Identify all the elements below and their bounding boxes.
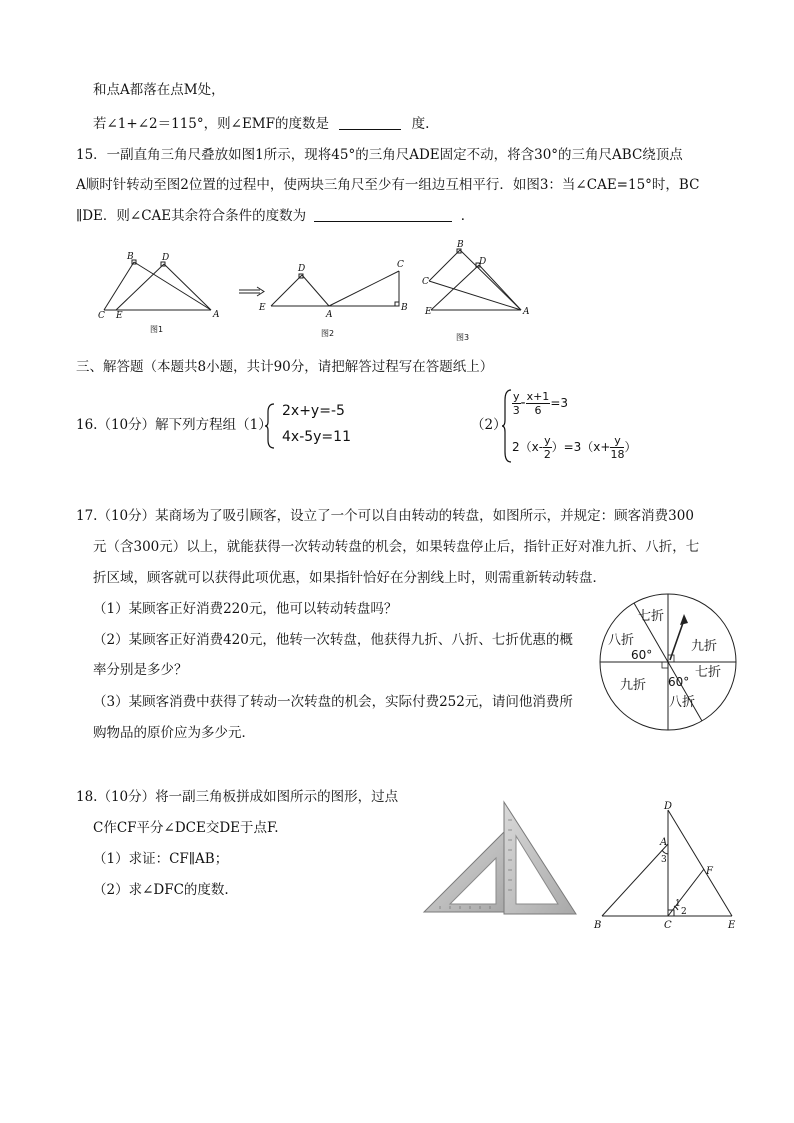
fig3-label-d: D [479, 257, 487, 267]
q18-label-a: A [660, 837, 668, 848]
wheel-seg-bottom-left: 九折 [620, 678, 647, 693]
intro-line-2-unit: 度. [411, 116, 430, 132]
q18-line-2: C作CF平分∠DCE交DE于点F. [93, 820, 279, 836]
fig2-caption: 图2 [321, 329, 335, 338]
wheel-seg-top: 七折 [638, 609, 665, 624]
fig1-label-c: C [98, 311, 105, 321]
q18-sub-2: （2）求∠DFC的度数. [93, 882, 229, 898]
figure-2 [271, 271, 399, 306]
q18-line-1: 18.（10分）将一副三角板拼成如图所示的图形，过点 [76, 789, 399, 805]
q16-brace-1 [264, 402, 276, 450]
eq2b-frac1-num: y [544, 434, 551, 447]
eq2b-post: ） [624, 440, 637, 454]
fig3-label-c: C [422, 277, 429, 287]
eq2a-frac2-num: x+1 [526, 389, 550, 403]
wheel-angle-right: 60° [668, 675, 690, 689]
eq2a-minus: - [520, 395, 526, 411]
eq2a-frac1-num: y [513, 389, 520, 403]
q18-label-1: 1 [675, 899, 681, 909]
intro-line-2 [93, 114, 429, 134]
set-squares-photo [420, 800, 580, 920]
wheel-seg-right-upper: 九折 [691, 639, 718, 654]
fig2-label-a: A [326, 310, 333, 320]
fig1-label-b: B [127, 252, 134, 262]
fig3-label-e: E [425, 307, 432, 317]
wheel-seg-left: 八折 [608, 633, 635, 648]
figure-1 [104, 260, 211, 310]
q16-eq1b: 4x-5y=11 [282, 429, 351, 445]
q18-label-d: D [664, 801, 673, 812]
fig1-caption: 图1 [150, 325, 164, 334]
eq2b-mid: ）=3（x+ [551, 440, 611, 454]
q16-eq2b [512, 432, 636, 462]
q18-label-3: 3 [661, 855, 667, 865]
q17-sub-3b: 购物品的原价应为多少元． [93, 725, 255, 741]
q16-label: 16.（10分）解下列方程组（1） [76, 417, 272, 433]
eq2b-frac2-num: y [610, 434, 624, 448]
q17-sub-2a: （2）某顾客正好消费420元，他转一次转盘，他获得九折、八折、七折优惠的概 [93, 632, 573, 648]
q17-sub-2b: 率分别是多少？ [93, 662, 188, 678]
q18-figure [590, 802, 740, 930]
q17-line-2: 元（含300元）以上，就能获得一次转动转盘的机会，如果转盘停止后，指针正好对准九折、八折，七 [93, 539, 700, 555]
q18-label-f: F [706, 866, 713, 877]
fig3-label-b: B [457, 240, 464, 250]
wheel-seg-right: 七折 [695, 665, 722, 680]
intro-line-2-text: 若∠1+∠2＝115°，则∠EMF的度数是 [93, 116, 329, 132]
q15-line-3-text: ∥DE．则∠CAE其余符合条件的度数为 [76, 208, 307, 224]
q15-line-1: 15．一副直角三角尺叠放如图1所示，现将45°的三角尺ADE固定不动，将含30°的三角尺ABC绕顶点 [76, 147, 683, 163]
fig1-label-a: A [213, 310, 220, 320]
q18-sub-1: （1）求证：CF∥AB； [93, 851, 229, 867]
q18-label-2: 2 [681, 907, 687, 917]
intro-line-1: 和点A都落在点M处， [93, 82, 225, 98]
wheel-angle-left: 60° [631, 648, 653, 662]
section-3-heading: 三、解答题（本题共8小题，共计90分，请把解答过程写在答题纸上） [76, 359, 494, 375]
q15-figures [96, 238, 536, 344]
q15-line-2: A顺时针转动至图2位置的过程中，使两块三角尺至少有一组边互相平行．如图3：当∠CAE=15°时，BC [76, 177, 700, 193]
eq2b-pre: 2（x- [512, 440, 544, 454]
q18-label-e: E [728, 920, 736, 931]
fig1-label-e: E [116, 311, 123, 321]
answer-blank-cae[interactable] [314, 207, 452, 222]
fig2-label-b: B [401, 303, 408, 313]
q15-line-3-end: ． [460, 208, 475, 224]
answer-blank-emf[interactable] [339, 115, 401, 130]
q16-label-2: （2） [471, 417, 507, 433]
wheel-seg-bottom-right: 八折 [669, 695, 696, 710]
fig3-caption: 图3 [456, 333, 470, 342]
eq2b-frac1-den: 2 [543, 448, 551, 461]
q16-eq2a [512, 388, 568, 418]
eq2b-frac2-den: 18 [610, 448, 625, 461]
fig2-label-e: E [259, 303, 266, 313]
prize-wheel [598, 592, 738, 732]
q18-label-c: C [664, 920, 672, 931]
eq2a-rhs: =3 [550, 396, 569, 410]
q18-label-b: B [594, 920, 602, 931]
eq2a-frac2-den: 6 [534, 403, 542, 417]
q15-line-3 [76, 206, 474, 226]
q17-sub-3a: （3）某顾客消费中获得了转动一次转盘的机会，实际付费252元，请问他消费所 [93, 694, 573, 710]
fig3-label-a: A [523, 307, 530, 317]
q17-line-3: 折区域，顾客就可以获得此项优惠，如果指针恰好在分割线上时，则需重新转动转盘． [93, 570, 606, 586]
q17-sub-1: （1）某顾客正好消费220元，他可以转动转盘吗？ [93, 601, 398, 617]
rotate-arrow-icon [239, 287, 264, 296]
fig1-label-d: D [162, 253, 170, 263]
q16-eq1a: 2x+y=-5 [282, 403, 345, 419]
figure-3 [429, 249, 521, 310]
eq2a-frac1-den: 3 [512, 403, 520, 417]
fig2-label-d: D [298, 264, 306, 274]
fig2-label-c: C [397, 260, 404, 270]
q17-line-1: 17.（10分）某商场为了吸引顾客，设立了一个可以自由转动的转盘，如图所示，并规定：顾客消费300 [76, 508, 694, 524]
